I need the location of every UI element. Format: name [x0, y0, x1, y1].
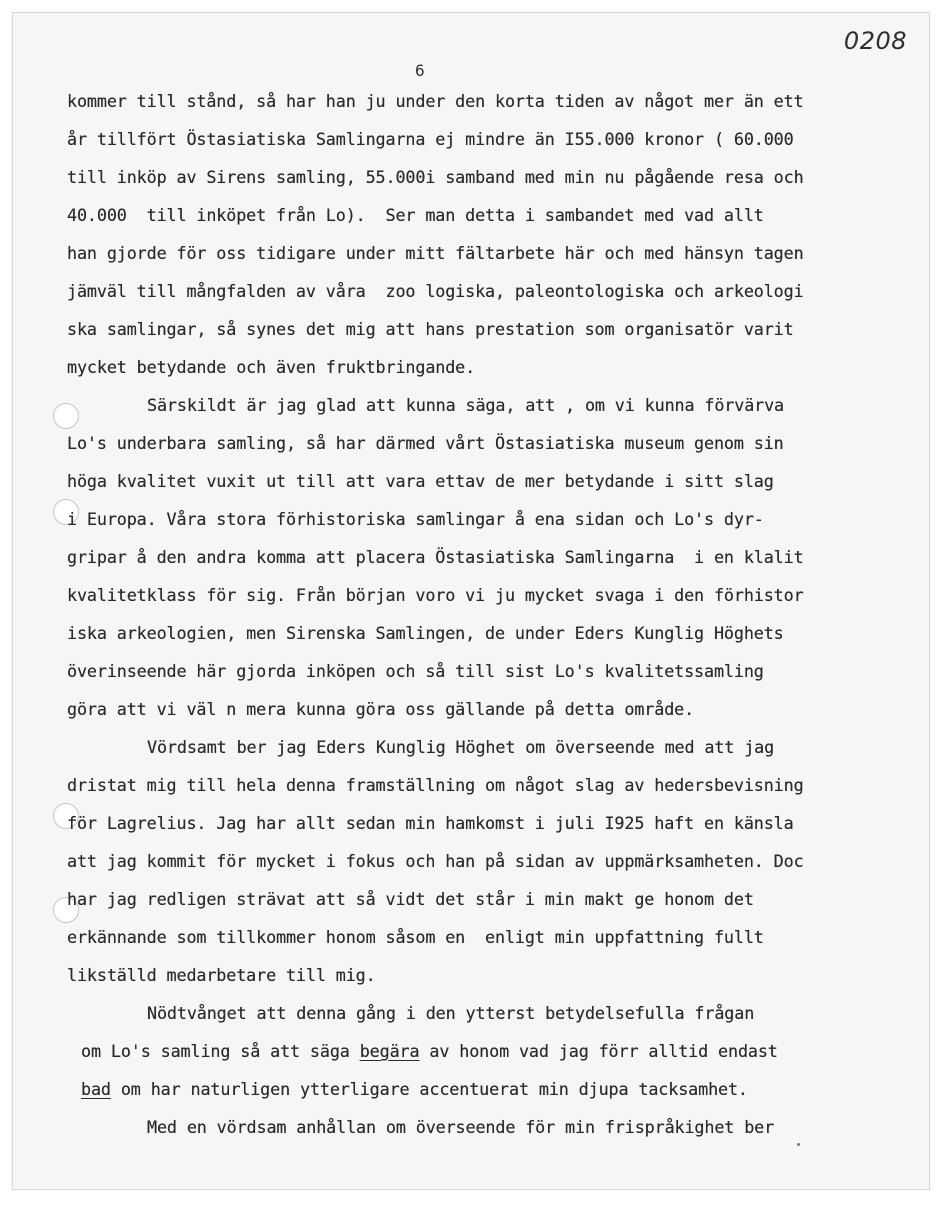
text-line: för Lagrelius. Jag har allt sedan min hamkomst i juli I925 haft en känsla	[67, 813, 794, 833]
text-line: överinseende här gjorda inköpen och så till sist Lo's kvalitetssamling	[67, 661, 764, 681]
text-line: Nödtvånget att denna gång i den ytterst betydelsefulla frågan	[147, 1003, 755, 1023]
document-page	[12, 12, 930, 1190]
text-line: Vördsamt ber jag Eders Kunglig Höghet om överseende med att jag	[147, 737, 775, 757]
text-line: mycket betydande och även fruktbringande.	[67, 357, 476, 377]
text-line: i Europa. Våra stora förhistoriska samlingar å ena sidan och Lo's dyr-	[67, 509, 764, 529]
ink-speck	[797, 1143, 800, 1146]
text-line	[81, 1079, 748, 1099]
text-line: gripar å den andra komma att placera Östasiatiska Samlingarna i en klalit	[67, 547, 804, 567]
text-span: av honom vad jag förr alltid endast	[419, 1041, 778, 1061]
text-line: göra att vi väl n mera kunna göra oss gällande på detta område.	[67, 699, 695, 719]
text-line: Lo's underbara samling, så har därmed vårt Östasiatiska museum genom sin	[67, 433, 784, 453]
text-line: Med en vördsam anhållan om överseende för min frispråkighet ber	[147, 1117, 775, 1137]
text-line: höga kvalitet vuxit ut till att vara ettav de mer betydande i sitt slag	[67, 471, 774, 491]
text-line: kvalitetklass för sig. Från början voro vi ju mycket svaga i den förhistor	[67, 585, 804, 605]
text-line: erkännande som tillkommer honom såsom en enligt min uppfattning fullt	[67, 927, 764, 947]
text-span: om har naturligen ytterligare accentuerat min djupa tacksamhet.	[110, 1079, 748, 1099]
text-line: att jag kommit för mycket i fokus och han på sidan av uppmärksamheten. Doc	[67, 851, 804, 871]
text-line: dristat mig till hela denna framställning om något slag av hedersbevisning	[67, 775, 804, 795]
underlined-word: bad	[81, 1079, 111, 1099]
text-line: Särskildt är jag glad att kunna säga, att , om vi kunna förvärva	[147, 395, 785, 415]
text-line: har jag redligen strävat att så vidt det står i min makt ge honom det	[67, 889, 754, 909]
text-span: om Lo's samling så att säga	[81, 1041, 360, 1061]
text-line: likställd medarbetare till mig.	[67, 965, 376, 985]
text-line: jämväl till mångfalden av våra zoo logiska, paleontologiska och arkeologi	[67, 281, 804, 301]
underlined-word: begära	[359, 1041, 420, 1061]
text-line	[81, 1041, 778, 1061]
text-line: han gjorde för oss tidigare under mitt fältarbete här och med hänsyn tagen	[67, 243, 804, 263]
text-line: kommer till stånd, så har han ju under den korta tiden av något mer än ett	[67, 91, 804, 111]
text-line: till inköp av Sirens samling, 55.000i samband med min nu pågående resa och	[67, 167, 804, 187]
text-line: iska arkeologien, men Sirenska Samlingen, de under Eders Kunglig Höghets	[67, 623, 784, 643]
text-line: 40.000 till inköpet från Lo). Ser man detta i sambandet med vad allt	[67, 205, 764, 225]
punch-hole	[53, 403, 79, 429]
text-line: år tillfört Östasiatiska Samlingarna ej mindre än I55.000 kronor ( 60.000	[67, 129, 794, 149]
archive-number: 0208	[843, 27, 907, 55]
page-number: 6	[415, 61, 425, 80]
text-line: ska samlingar, så synes det mig att hans prestation som organisatör varit	[67, 319, 794, 339]
